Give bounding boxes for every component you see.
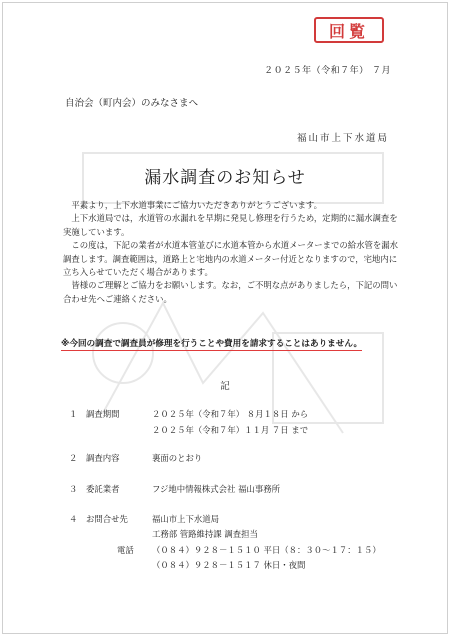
- detail-number: ２: [69, 453, 78, 463]
- content-value: 裏面のとおり: [152, 453, 203, 463]
- detail-number: ４: [69, 514, 78, 524]
- issuer-name: 福山市上下水道局: [296, 133, 389, 144]
- body-paragraph-3: この度は，下記の業者が水道本管並びに水道本管から水道メーターまでの給水管を漏水調査します。調査範囲は，道路上と宅地内の水道メーター付近となりますので，宅地内に立ち入らせていただく場合があります。: [63, 240, 399, 278]
- important-notice: ※今回の調査で調査員が修理を行うことや費用を請求することはありません。: [61, 339, 363, 349]
- period-to: ２０２５年（令和７年）１１月 ７日 まで: [152, 425, 309, 435]
- body-paragraph-1: 平素より，上下水道事業にご協力いただきありがとうございます。: [71, 200, 322, 210]
- detail-label: 調査内容: [86, 453, 120, 463]
- phone-weekday: （０８４）９２８－１５１０ 平日（８：３０～１７：１５）: [152, 545, 381, 555]
- recipient-line: 自治会（町内会）のみなさまへ: [65, 98, 199, 109]
- contact-org: 福山市上下水道局: [152, 514, 219, 524]
- period-from: ２０２５年（令和７年） ８月１８日 から: [152, 409, 309, 419]
- circulation-stamp: 回覧: [314, 17, 384, 43]
- detail-label: 調査期間: [86, 409, 120, 419]
- detail-label: 委託業者: [86, 484, 120, 494]
- contact-dept: 工務部 管路維持課 調査担当: [152, 529, 258, 539]
- contractor-value: フジ地中情報株式会社 福山事務所: [152, 484, 280, 494]
- page-title: 漏水調査のお知らせ: [144, 168, 306, 188]
- phone-holiday: （０８４）９２８－１５１７ 休日・夜間: [152, 560, 306, 570]
- notice-document: [2, 2, 448, 634]
- body-text: [63, 199, 403, 306]
- detail-number: ３: [69, 484, 78, 494]
- issue-date: ２０２５年（令和７年） ７月: [264, 66, 391, 76]
- body-paragraph-2: 上下水道局では，水道管の水漏れを早期に発見し修理を行うため，定期的に漏水調査を実施しています。: [63, 213, 398, 237]
- detail-number: １: [69, 409, 78, 419]
- body-paragraph-4: 皆様のご理解とご協力をお願いします。なお，ご不明な点がありましたら，下記の問い合わせ先へご連絡ください。: [63, 280, 398, 304]
- detail-label: お問合せ先: [86, 514, 128, 524]
- tel-label: 電話: [117, 545, 134, 555]
- ki-heading: 記: [220, 381, 230, 392]
